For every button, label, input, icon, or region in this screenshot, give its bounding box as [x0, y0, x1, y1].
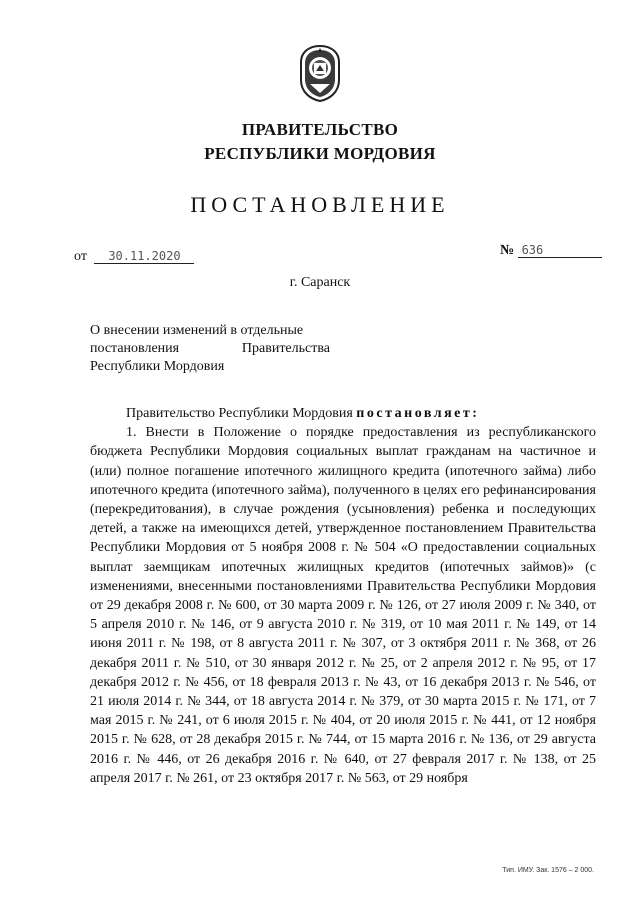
- city-label: г. Саранск: [289, 275, 351, 290]
- subject-line2: [90, 340, 330, 358]
- document-body: [90, 404, 596, 788]
- org-name-line2: РЕСПУБЛИКИ МОРДОВИЯ: [204, 144, 436, 163]
- subject-line3: Республики Мордовия: [90, 359, 225, 374]
- document-subject: [90, 322, 330, 376]
- paragraph-1: 1. Внести в Положение о порядке предоставления из республиканского бюджета Республики Мордовия социальных выплат гражданам на частичное и (или) полное погашение ипотечного жилищного кредита (ипотечного займа) либо ипотечного кредита (ипотечного займа), полученного в целях его рефинансирования (перекредитования), в случае рождения (усыновления) ребенка и последующих детей, а также на имеющихся детей, утвержденное постановлением Правительства Республики Мордовия от 5 ноября 2008 г. № 504 «О предоставлении социальных выплат заемщикам ипотечных жилищных кредитов (ипотечных займов)» (с изменениями, внесенными постановлениями Правительства Республики Мордовия от 29 декабря 2008 г. № 600, от 30 марта 2009 г. № 126, от 27 июля 2009 г. № 340, от 5 апреля 2010 г. № 146, от 9 августа 2010 г. № 319, от 10 мая 2011 г. № 149, от 14 июня 2011 г. № 198, от 8 августа 2011 г. № 307, от 3 октября 2011 г. № 368, от 26 декабря 2011 г. № 510, от 30 января 2012 г. № 25, от 2 апреля 2012 г. № 95, от 17 декабря 2012 г. № 456, от 18 февраля 2013 г. № 43, от 16 декабря 2013 г. № 546, от 21 июля 2014 г. № 344, от 18 августа 2014 г. № 379, от 30 марта 2015 г. № 171, от 7 мая 2015 г. № 241, от 6 июля 2015 г. № 404, от 20 июля 2015 г. № 441, от 12 ноября 2015 г. № 628, от 28 декабря 2015 г. № 744, от 15 марта 2016 г. № 136, от 29 августа 2016 г. № 446, от 26 декабря 2016 г. № 640, от 27 февраля 2017 г. № 138, от 25 апреля 2017 г. № 261, от 23 октября 2017 г. № 563, от 29 ноября: [90, 425, 596, 786]
- print-mark: Тип. ИМУ. Зак. 1576 – 2 000.: [502, 867, 594, 874]
- org-name-line1: ПРАВИТЕЛЬСТВО: [241, 120, 399, 139]
- intro-text: Правительство Республики Мордовия: [126, 406, 357, 421]
- subject-line2-left: постановления: [90, 341, 180, 356]
- coat-of-arms-icon: [298, 44, 342, 102]
- intro-emphasis: постановляет:: [356, 406, 480, 421]
- date-field: [74, 249, 194, 265]
- number-value: 636: [518, 243, 602, 258]
- intro-paragraph: [90, 404, 596, 423]
- document-type-title: ПОСТАНОВЛЕНИЕ: [190, 192, 450, 217]
- number-field: [500, 243, 602, 259]
- date-value: 30.11.2020: [94, 249, 194, 264]
- number-prefix: №: [500, 243, 515, 258]
- subject-line2-right: Правительства: [241, 341, 330, 356]
- date-prefix: от: [74, 249, 87, 264]
- subject-line1: О внесении изменений в отдельные: [90, 323, 304, 338]
